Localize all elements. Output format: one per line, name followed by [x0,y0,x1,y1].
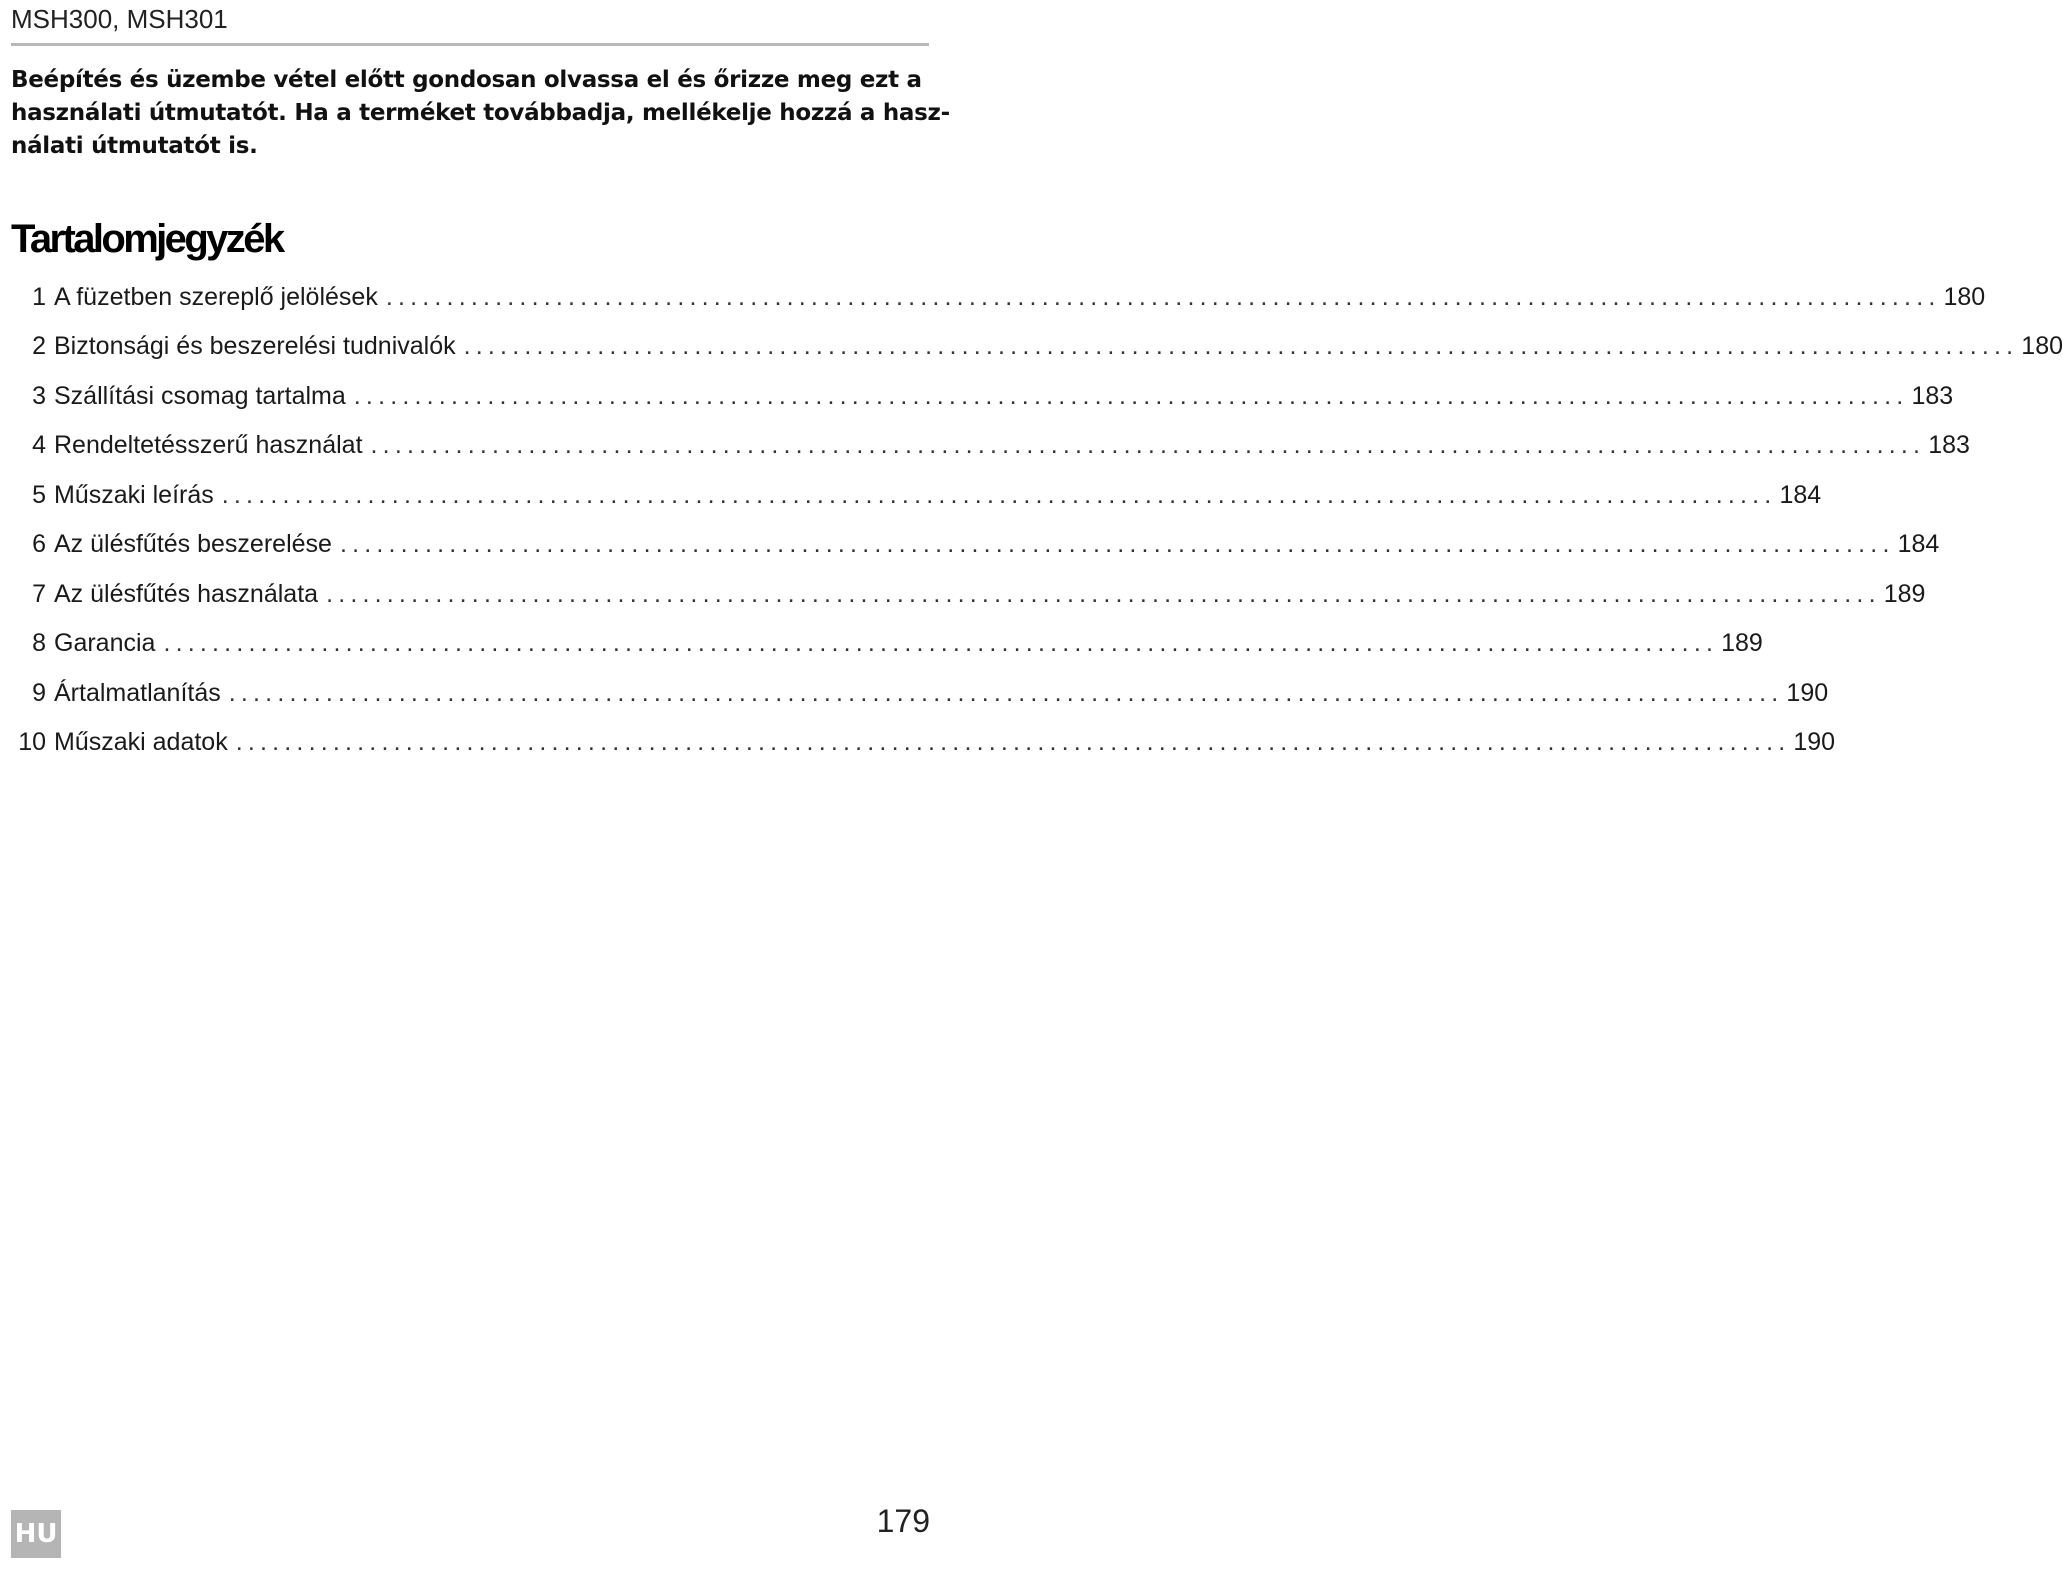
toc-entry-number: 10 [18,728,46,756]
toc-entry[interactable] [0,382,1954,422]
intro-line-3: nálati útmutatót is. [11,133,258,159]
toc-entry-label: Rendeltetésszerű használat [54,431,363,459]
toc-title: Tartalomjegyzék [11,217,283,261]
toc-entry-number: 4 [32,431,46,459]
intro-paragraph [11,64,950,163]
toc-entry[interactable] [0,283,1986,323]
toc-entry-label: A füzetben szereplő jelölések [54,283,378,311]
toc-leader-dots: ................................................................................................................................ [385,283,1941,311]
toc-entry-page: 190 [1786,679,1829,707]
toc-entry-number: 9 [32,679,46,707]
toc-entry-page: 184 [1779,481,1822,509]
toc-entry-number: 3 [32,382,46,410]
toc-entry-page: 189 [1883,580,1926,608]
toc-leader-dots: ................................................................................................................................ [326,580,1881,608]
toc-entry-page: 180 [1943,283,1986,311]
intro-line-2: használati útmutatót. Ha a terméket továbbadja, mellékelje hozzá a hasz- [11,100,950,126]
toc-entry-label: Biztonsági és beszerelési tudnivalók [54,332,456,360]
toc-entry-page: 184 [1897,530,1940,558]
header-divider [11,43,929,46]
toc-entry-number: 7 [32,580,46,608]
toc-entry[interactable] [0,332,2063,372]
toc-entry-label: Műszaki adatok [54,728,228,756]
toc-entry[interactable] [0,481,1822,521]
toc-entry-label: Az ülésfűtés beszerelése [54,530,332,558]
document-header-model: MSH300, MSH301 [11,4,228,34]
toc-leader-dots: ................................................................................................................................ [221,481,1777,509]
toc-entry-number: 1 [32,283,46,311]
toc-entry-page: 180 [2021,332,2063,360]
toc-leader-dots: ................................................................................................................................ [228,679,1784,707]
intro-line-1: Beépítés és üzembe vétel előtt gondosan olvassa el és őrizze meg ezt a [11,67,922,93]
toc-entry-page: 189 [1721,629,1763,657]
toc-entry-label: Műszaki leírás [54,481,214,509]
toc-leader-dots: ................................................................................................................................ [163,629,1719,657]
toc-leader-dots: ................................................................................................................................ [235,728,1791,756]
toc-entry-label: Szállítási csomag tartalma [54,382,346,410]
toc-leader-dots: ................................................................................................................................ [370,431,1926,459]
toc-entry[interactable] [0,679,1829,719]
toc-entry-number: 5 [32,481,46,509]
page-number: 179 [876,1503,930,1539]
toc-entry[interactable] [0,530,1940,570]
toc-leader-dots: ................................................................................................................................ [339,530,1895,558]
language-badge: HU [11,1510,61,1558]
toc-entry[interactable] [0,728,1836,768]
toc-entry-label: Ártalmatlanítás [54,679,221,707]
toc-entry-label: Az ülésfűtés használata [54,580,319,608]
toc-entry-label: Garancia [54,629,156,657]
toc-entry-number: 2 [32,332,46,360]
toc-entry[interactable] [0,431,1970,471]
toc-leader-dots: ................................................................................................................................ [463,332,2019,360]
toc-leader-dots: ................................................................................................................................ [353,382,1909,410]
toc-entry[interactable] [0,629,1763,669]
toc-entry-page: 183 [1911,382,1954,410]
toc-entry-page: 190 [1793,728,1836,756]
toc-entry-number: 6 [32,530,46,558]
toc-entry-number: 8 [32,629,46,657]
toc-entry-page: 183 [1928,431,1970,459]
toc-entry[interactable] [0,580,1926,620]
